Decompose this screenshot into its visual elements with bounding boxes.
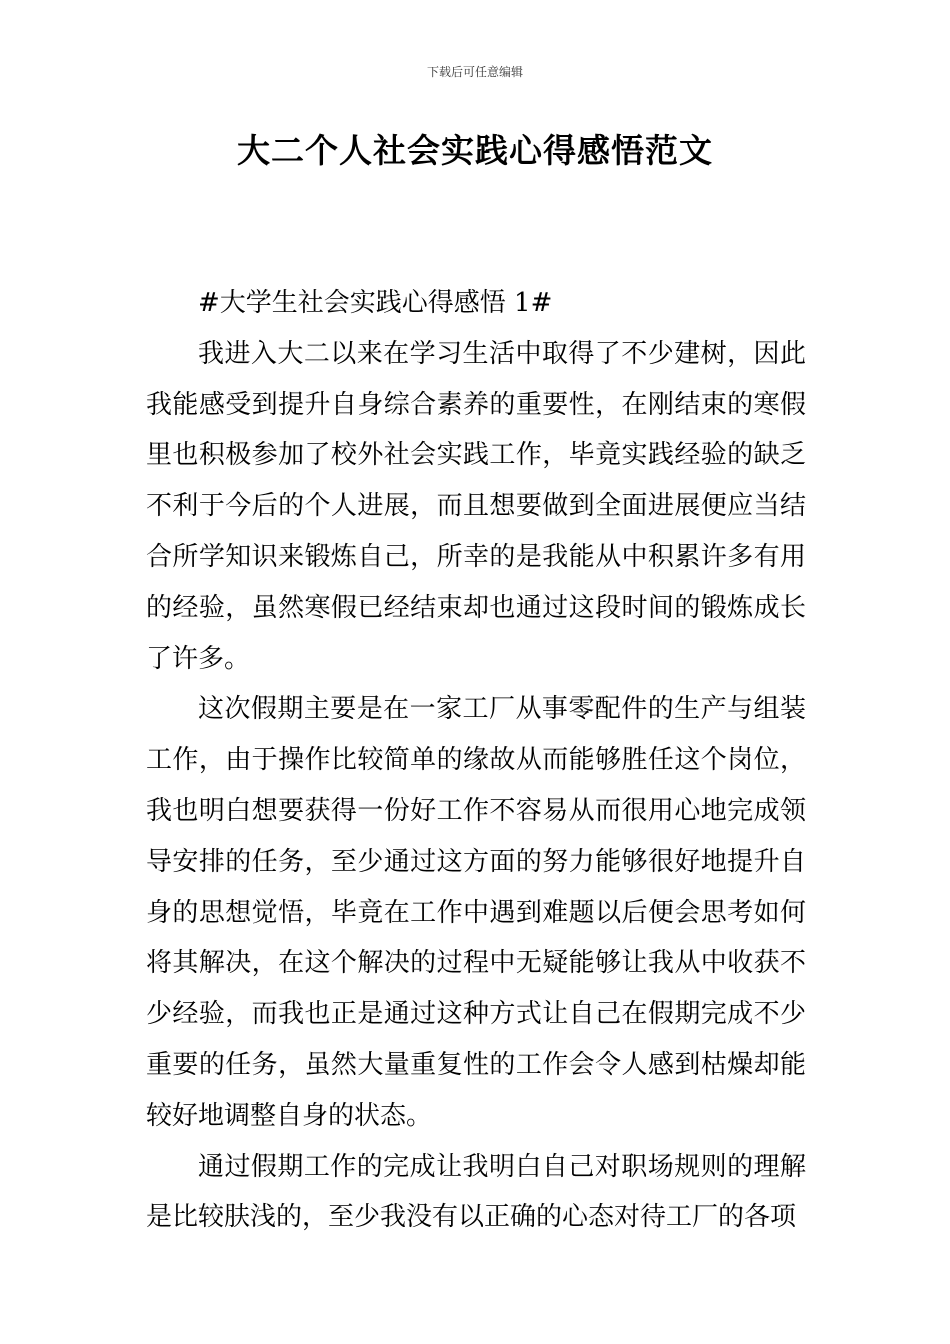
paragraph-2: 这次假期主要是在一家工厂从事零配件的生产与组装工作，由于操作比较简单的缘故从而能够胜任这个岗位，我也明白想要获得一份好工作不容易从而很用心地完成领导安排的任务，至少通过这方面的努力能够很好地提升自身的思想觉悟，毕竟在工作中遇到难题以后便会思考如何将其解决，在这个解决的过程中无疑能够让我从中收获不少经验，而我也正是通过这种方式让自己在假期完成不少重要的任务，虽然大量重复性的工作会令人感到枯燥却能较好地调整自身的状态。	[146, 694, 806, 1131]
paragraph-3: 通过假期工作的完成让我明白自己对职场规则的理解是比较肤浅的，至少我没有以正确的心态对待工厂的各项	[146, 1151, 806, 1233]
header-note: 下载后可任意编辑	[426, 65, 523, 79]
paragraph-1: 我进入大二以来在学习生活中取得了不少建树，因此我能感受到提升自身综合素养的重要性，在刚结束的寒假里也积极参加了校外社会实践工作，毕竟实践经验的缺乏不利于今后的个人进展，而且想要做到全面进展便应当结合所学知识来锻炼自己，所幸的是我能从中积累许多有用的经验，虽然寒假已经结束却也通过这段时间的锻炼成长了许多。	[146, 338, 806, 674]
document-title: 大二个人社会实践心得感悟范文	[237, 131, 713, 170]
document-body	[146, 278, 806, 1243]
section-heading: #大学生社会实践心得感悟 1#	[198, 288, 553, 318]
